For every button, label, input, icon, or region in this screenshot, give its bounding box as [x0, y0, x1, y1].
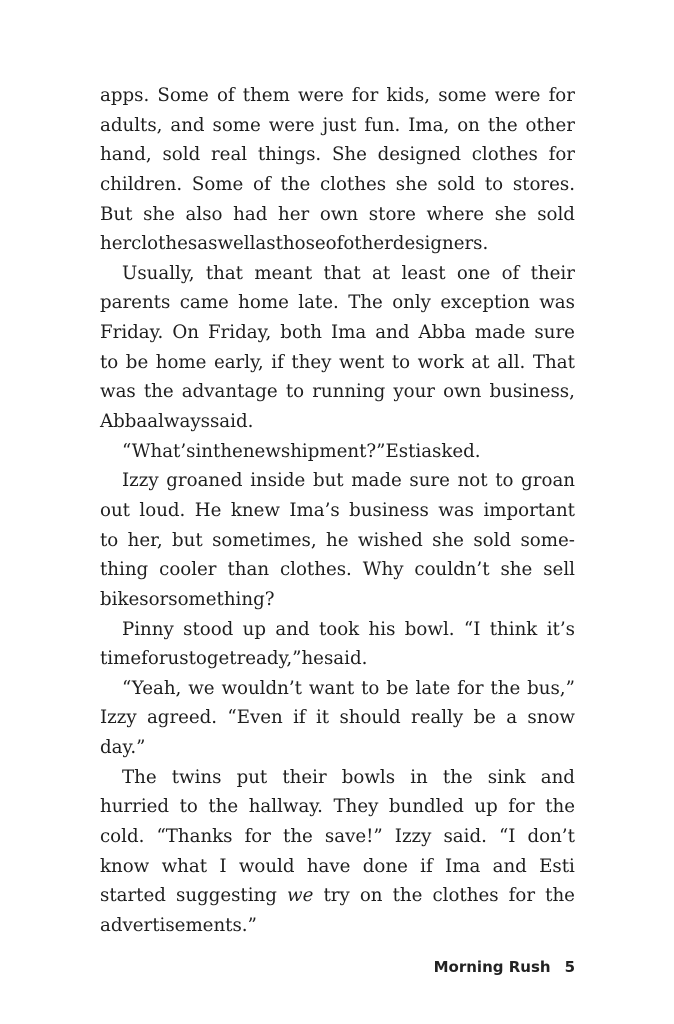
text-line: hand, sold real things. She designed clothes for	[100, 144, 575, 166]
page-number: 5	[564, 958, 575, 976]
text-line: to be home early, if they went to work at all. That	[100, 351, 575, 373]
text-line: to her, but sometimes, he wished she sold some-	[100, 529, 575, 551]
text-line: Friday. On Friday, both Ima and Abba made sure	[100, 322, 575, 344]
text-line: Abba always said.	[100, 411, 254, 433]
text-line: But she also had her own store where she sold	[100, 203, 575, 225]
text-line: day.”	[100, 737, 146, 759]
text-line: Pinny stood up and took his bowl. “I think it’s	[122, 618, 575, 640]
text-line: her clothes as well as those of other designers.	[100, 233, 489, 255]
text-line: “Yeah, we wouldn’t want to be late for the bus,”	[122, 677, 575, 699]
page-footer	[434, 958, 575, 976]
text-line: started suggesting we try on the clothes for the	[100, 885, 575, 907]
text-line: children. Some of the clothes she sold to stores.	[100, 173, 575, 195]
running-head: Morning Rush	[433, 958, 551, 976]
text-line: “What’s in the new shipment?” Esti asked.	[122, 440, 481, 462]
text-line: hurried to the hallway. They bundled up for the	[100, 796, 575, 818]
text-line: Izzy groaned inside but made sure not to groan	[122, 470, 575, 492]
text-line: thing cooler than clothes. Why couldn’t she sell	[100, 559, 575, 581]
text-line: bikes or something?	[100, 588, 275, 610]
text-line: adults, and some were just fun. Ima, on the other	[100, 114, 575, 136]
text-line: time for us to get ready,” he said.	[100, 648, 368, 670]
text-line: know what I would have done if Ima and Esti	[100, 855, 575, 877]
body-text	[100, 81, 575, 941]
text-line: advertisements.”	[100, 914, 257, 936]
text-line: apps. Some of them were for kids, some were for	[100, 85, 575, 106]
text-line: parents came home late. The only exception was	[100, 292, 575, 314]
text-line: The twins put their bowls in the sink and	[122, 766, 575, 788]
text-line: out loud. He knew Ima’s business was important	[100, 499, 575, 521]
text-line: Usually, that meant that at least one of their	[122, 262, 575, 284]
text-line: Izzy agreed. “Even if it should really be a snow	[100, 707, 575, 729]
text-line: cold. “Thanks for the save!” Izzy said. “I don’t	[100, 826, 575, 848]
text-line: was the advantage to running your own business,	[100, 381, 575, 403]
